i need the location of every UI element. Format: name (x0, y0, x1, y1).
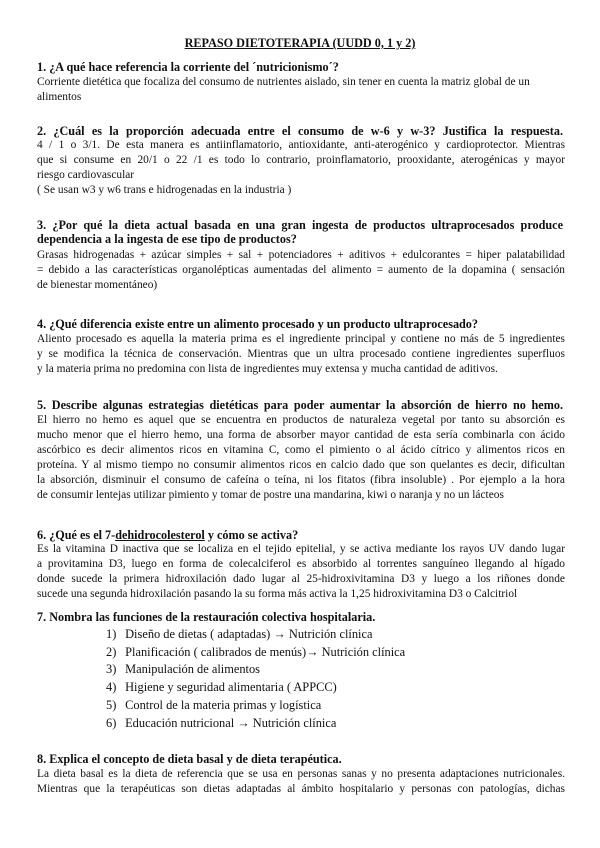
answer-line: riesgo cardiovascular (37, 169, 135, 181)
answer-line: de consumir lentejas utilizar pimiento y tomar de postre una mandarina, kiwi o naranja y no un lácteos (37, 489, 504, 501)
answer-line: El hierro no hemo es aquel que se encuentra en productos de naturaleza vegetal por tanto su absorción es (37, 414, 565, 426)
question-5: 5. Describe algunas estrategias dietéticas para poder aumentar la absorción de hierro no hemo. (37, 398, 563, 412)
list-item (106, 626, 526, 644)
answer-4 (37, 332, 565, 377)
answer-line: Aliento procesado es aquella la materia prima es el ingrediente principal y contiene no más de 5 ingredientes (37, 333, 565, 345)
question-2: 2. ¿Cuál es la proporción adecuada entre el consumo de w-6 y w-3? Justifica la respuesta. (37, 124, 563, 138)
page-title: REPASO DIETOTERAPIA (UUDD 0, 1 y 2) (184, 36, 416, 50)
answer-line: y se modifica la técnica de conservación. Mientras que un ultra procesado contiene ingredientes superfluos (37, 348, 565, 360)
answer-line: sucede una segunda hidroxilación pasando la su forma más activa la 1,25 hidroxivitamina D3 o Calcitriol (37, 588, 518, 600)
list-item-text: Planificación ( calibrados de menús)→ Nutrición clínica (125, 644, 406, 659)
answer-line: Corriente dietética que focaliza del consumo de nutrientes aislado, sin tener en cuenta la matriz global de un (37, 76, 530, 88)
answer-1 (37, 75, 565, 105)
list-item (106, 644, 526, 662)
answer-5 (37, 413, 565, 503)
answer-line: de bienestar momentáneo) (37, 279, 158, 291)
list-item-text: Manipulación de alimentos (125, 662, 260, 677)
list-item (106, 679, 526, 697)
question-6-part-3: y cómo se activa? (204, 528, 299, 542)
answer-line: la absorción, disminuir el consumo de cafeína o teína, ni los fitatos (fibra insoluble) . Por ejemplo a la hora (37, 474, 565, 486)
list-item-number: 3) (106, 662, 117, 677)
answer-line: Mientras que la terapéuticas son dietas adaptadas al ámbito hospitalario y personas con patologías, dichas (37, 783, 565, 795)
question-6 (37, 528, 563, 542)
answer-line: proteína. Y al mismo tiempo no consumir alimentos ricos en calcio dado que son quelantes es decir, dificultan (37, 459, 565, 471)
answer-line: = debido a las características organolépticas aumentadas del alimento = aumento de la dopamina ( sensación (37, 264, 565, 276)
answer-line: que si consume en 20/1 o 22 /1 es todo lo contrario, proinflamatorio, prooxidante, aterogénicas y mayor (37, 154, 565, 166)
question-1: 1. ¿A qué hace referencia la corriente del ´nutricionismo´? (37, 60, 339, 74)
question-4: 4. ¿Qué diferencia existe entre un alimento procesado y un producto ultraprocesado? (37, 317, 478, 331)
list-item-text: Diseño de dietas ( adaptadas) → Nutrición clínica (125, 627, 373, 641)
answer-8 (37, 767, 565, 797)
question-6-part-1: 6. ¿Qué es el 7- (37, 528, 116, 542)
list-item (106, 697, 526, 715)
answer-line: y la materia prima no predomina con lista de ingredientes muy extensa y mucha cantidad de aditivos. (37, 363, 498, 375)
list-item (106, 715, 526, 733)
list-item (106, 661, 526, 679)
list-item-number: 2) (106, 644, 117, 659)
answer-line: 4 / 1 o 3/1. De esta manera es antiinflamatorio, antioxidante, anti-aterogénico y cardioprotector. Mientras (37, 139, 565, 151)
question-3-line-1: 3. ¿Por qué la dieta actual basada en una gran ingesta de productos ultraprocesados produce (37, 218, 563, 232)
question-7: 7. Nombra las funciones de la restauración colectiva hospitalaria. (37, 610, 376, 624)
answer-line: donde sucede la primera hidroxilación dado lugar al 25-hidroxivitamina D3 y luego a los riñones donde (37, 573, 565, 585)
answer-line: La dieta basal es la dieta de referencia que se usa en personas sanas y no presenta adaptaciones nutricionales. (37, 768, 565, 780)
question-3-line-2: dependencia a la ingesta de ese tipo de productos? (37, 232, 297, 246)
question-6-term: dehidrocolesterol (115, 528, 205, 542)
answer-line: ( Se usan w3 y w6 trans e hidrogenadas en la industria ) (37, 184, 292, 196)
question-8: 8. Explica el concepto de dieta basal y de dieta terapéutica. (37, 752, 342, 766)
answer-6 (37, 542, 565, 602)
answer-line: a provitamina D3, luego en forma de colecalciferol es absorbido al torrentes sanguíneo llegando al hígado (37, 558, 565, 570)
question-3 (37, 218, 563, 246)
answer-2 (37, 138, 565, 198)
list-item-text: Educación nutricional → Nutrición clínica (125, 715, 337, 730)
list-item-number: 6) (106, 715, 117, 730)
answer-line: Grasas hidrogenadas + azúcar simples + sal + potenciadores + aditivos + edulcorantes = hiper palatabilidad (37, 249, 565, 261)
answer-line: ascórbico es decir alimentos ricos en vitamina C, como el pimiento o al ácido cítrico y alimentos ricos en (37, 444, 565, 456)
list-item-number: 1) (106, 627, 117, 641)
list-item-number: 4) (106, 680, 117, 695)
list-item-text: Control de la materia primas y logística (125, 697, 322, 712)
answer-line: alimentos (37, 91, 82, 103)
answer-3 (37, 248, 565, 293)
list-item-text: Higiene y seguridad alimentaria ( APPCC) (125, 680, 337, 695)
functions-list (106, 626, 526, 732)
list-item-number: 5) (106, 697, 117, 712)
answer-line: Es la vitamina D inactiva que se localiza en el tejido epitelial, y se activa mediante los rayos UV dando lugar (37, 543, 565, 555)
answer-line: mucho menor que el hierro hemo, una forma de absorber mayor cantidad de esta sería combinarla con ácido (37, 429, 565, 441)
